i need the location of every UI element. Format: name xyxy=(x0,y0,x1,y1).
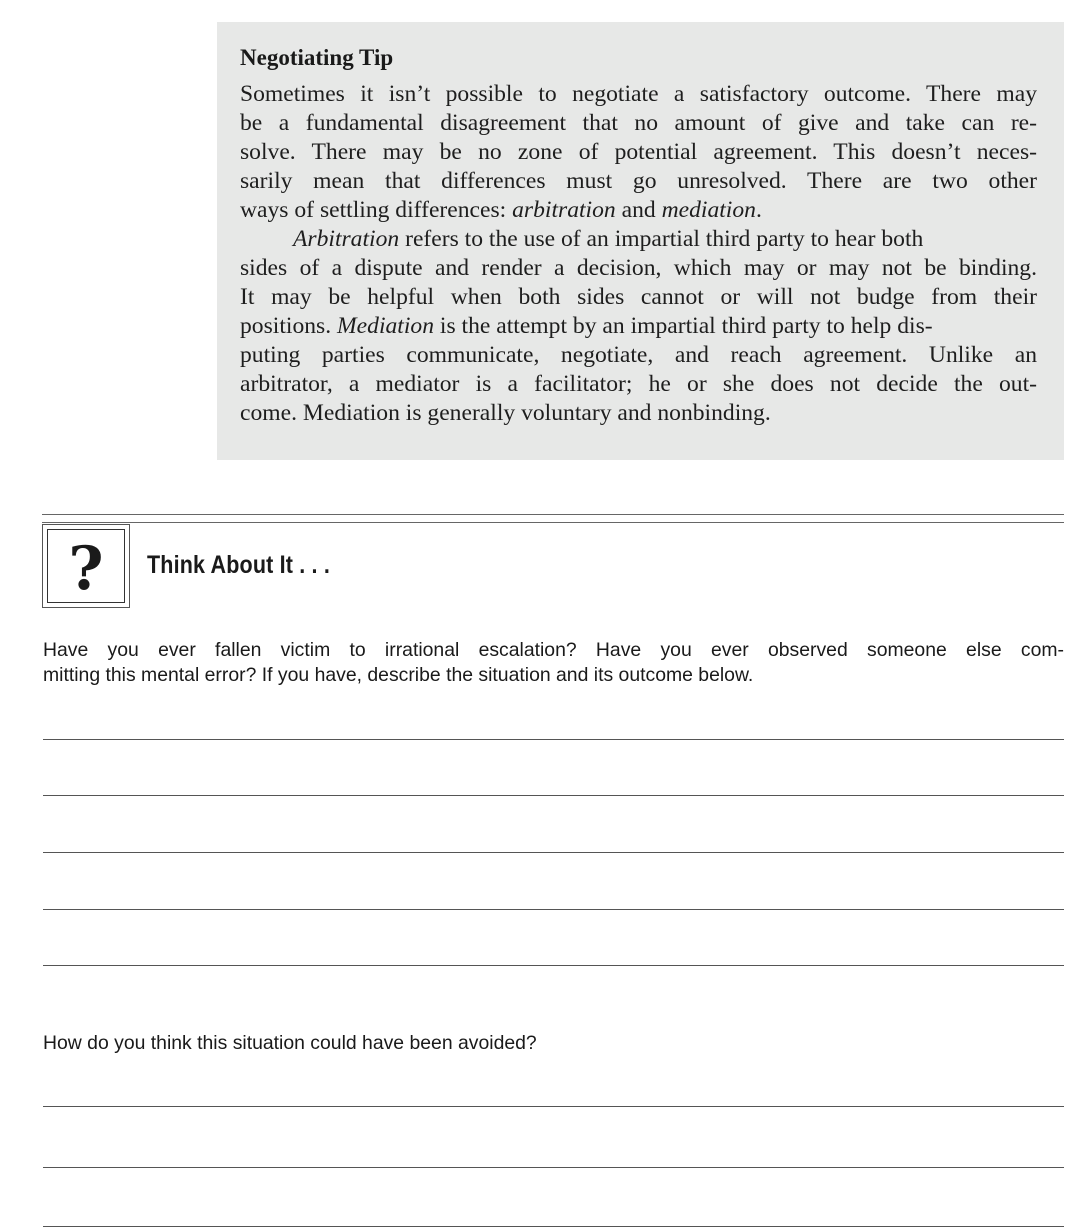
tip-text-fragment: refers to the use of an impartial third party to hear both xyxy=(399,226,924,252)
tip-text-line: arbitrator, a mediator is a facilitator; he or she does not decide the out- xyxy=(240,371,1037,397)
question-mark-icon-frame xyxy=(47,529,125,603)
tip-text-line: puting parties communicate, negotiate, and reach agreement. Unlike an xyxy=(240,342,1037,368)
question-2-line: How do you think this situation could have been avoided? xyxy=(43,1032,537,1054)
answer-line[interactable] xyxy=(43,1106,1064,1107)
answer-line[interactable] xyxy=(43,795,1064,796)
tip-text-line xyxy=(240,312,1037,341)
tip-text-line: solve. There may be no zone of potential agreement. This doesn’t neces- xyxy=(240,139,1037,165)
tip-text-line: come. Mediation is generally voluntary and nonbinding. xyxy=(240,400,771,426)
answer-line[interactable] xyxy=(43,739,1064,740)
answer-line[interactable] xyxy=(43,1226,1064,1227)
tip-title: Negotiating Tip xyxy=(240,45,394,70)
tip-text-fragment: and xyxy=(615,197,662,223)
question-mark-icon xyxy=(42,524,130,608)
tip-text-line: be a fundamental disagreement that no amount of give and take can re- xyxy=(240,110,1037,136)
answer-line[interactable] xyxy=(43,965,1064,966)
answer-line[interactable] xyxy=(43,909,1064,910)
tip-text-fragment: ways of settling differences: xyxy=(240,197,513,223)
tip-text-fragment: positions. xyxy=(240,313,338,339)
term-arbitration: Arbitration xyxy=(293,226,400,252)
question-1-line: mitting this mental error? If you have, describe the situation and its outcome below. xyxy=(43,664,754,686)
tip-text-fragment: is the attempt by an impartial third party to help dis- xyxy=(434,313,933,339)
question-mark-glyph: ? xyxy=(68,534,104,604)
term-mediation: mediation xyxy=(661,197,756,223)
tip-text-line xyxy=(240,196,1037,225)
term-arbitration: arbitration xyxy=(512,197,616,223)
tip-text-line: It may be helpful when both sides cannot or will not budge from their xyxy=(240,284,1037,310)
term-mediation: Mediation xyxy=(337,313,434,339)
answer-line[interactable] xyxy=(43,852,1064,853)
tip-text-line: sides of a dispute and render a decision, which may or may not be binding. xyxy=(240,255,1037,281)
tip-text-line: Sometimes it isn’t possible to negotiate a satisfactory outcome. There may xyxy=(240,81,1037,107)
negotiating-tip-box xyxy=(217,22,1064,460)
tip-text-line xyxy=(240,225,1037,254)
tip-text-line: sarily mean that differences must go unresolved. There are two other xyxy=(240,168,1037,194)
tip-text-fragment: . xyxy=(755,197,762,223)
think-about-it-heading: Think About It . . . xyxy=(147,551,330,579)
section-divider-bottom xyxy=(42,522,1064,523)
answer-line[interactable] xyxy=(43,1167,1064,1168)
question-1-line: Have you ever fallen victim to irrational escalation? Have you ever observed someone else com- xyxy=(43,639,1064,661)
section-divider-top xyxy=(42,514,1064,515)
